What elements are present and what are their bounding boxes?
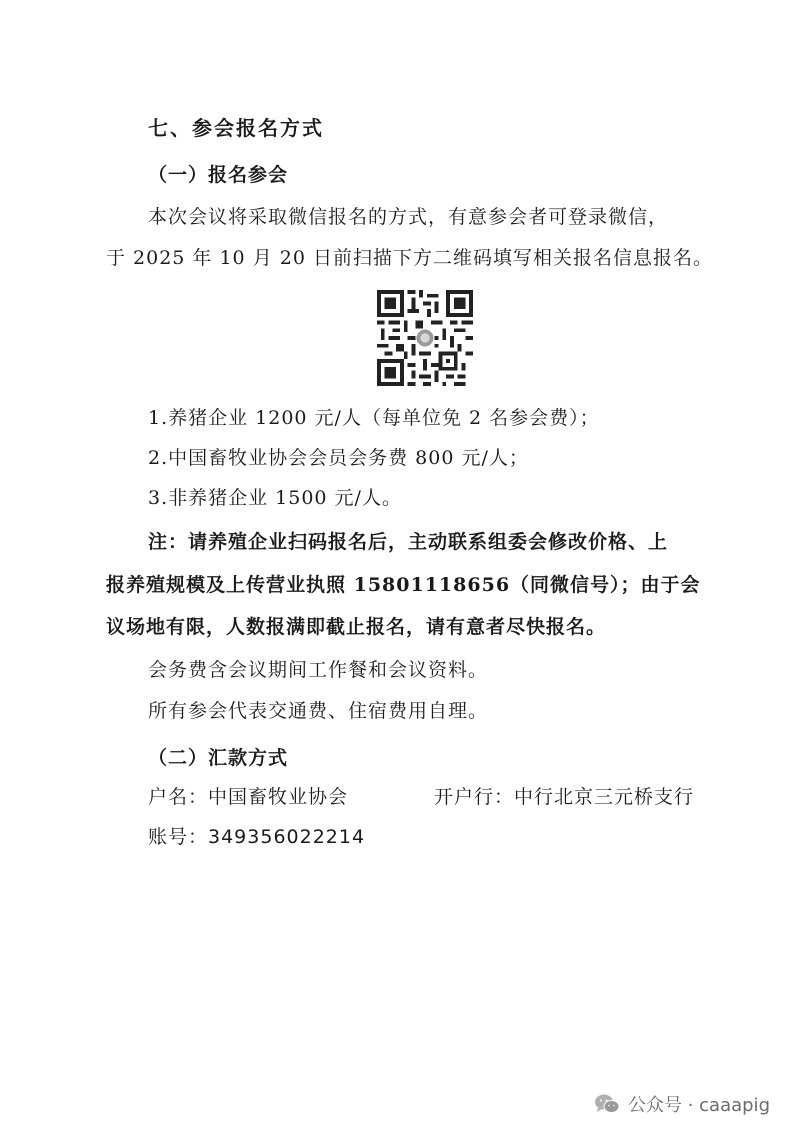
wechat-icon — [594, 1093, 620, 1115]
account-number: 账号：349356022214 — [148, 826, 366, 848]
fee-item-1: 1.养猪企业 1200 元/人（每单位免 2 名参会费）； — [148, 407, 600, 429]
note-line-2: 报养殖规模及上传营业执照 15801118656（同微信号）；由于会 — [106, 574, 701, 596]
registration-qr-code[interactable] — [377, 290, 473, 386]
account-name: 户名：中国畜牧业协会 — [148, 786, 349, 808]
fee-item-3: 3.非养猪企业 1500 元/人。 — [148, 487, 402, 509]
subsection-title-payment: （二）汇款方式 — [148, 747, 289, 769]
footer-text: 公众号 · caaapig — [627, 1095, 770, 1116]
fee-item-2: 2.中国畜牧业协会会员会务费 800 元/人； — [148, 447, 529, 469]
section-title: 七、参会报名方式 — [148, 116, 324, 140]
intro-text-line-2: 于 2025 年 10 月 20 日前扫描下方二维码填写相关报名信息报名。 — [106, 247, 713, 269]
note-line-3: 议场地有限，人数报满即截止报名，请有意者尽快报名。 — [106, 616, 607, 638]
note-line-1: 注：请养殖企业扫码报名后，主动联系组委会修改价格、上 — [148, 531, 669, 553]
bank-name: 开户行：中行北京三元桥支行 — [434, 786, 695, 808]
extra-info-1: 会务费含会议期间工作餐和会议资料。 — [148, 659, 489, 681]
footer-watermark — [594, 1091, 770, 1117]
subsection-title-registration: （一）报名参会 — [148, 164, 289, 186]
extra-info-2: 所有参会代表交通费、住宿费用自理。 — [148, 700, 489, 722]
intro-text-line-1: 本次会议将采取微信报名的方式，有意参会者可登录微信， — [148, 206, 669, 228]
